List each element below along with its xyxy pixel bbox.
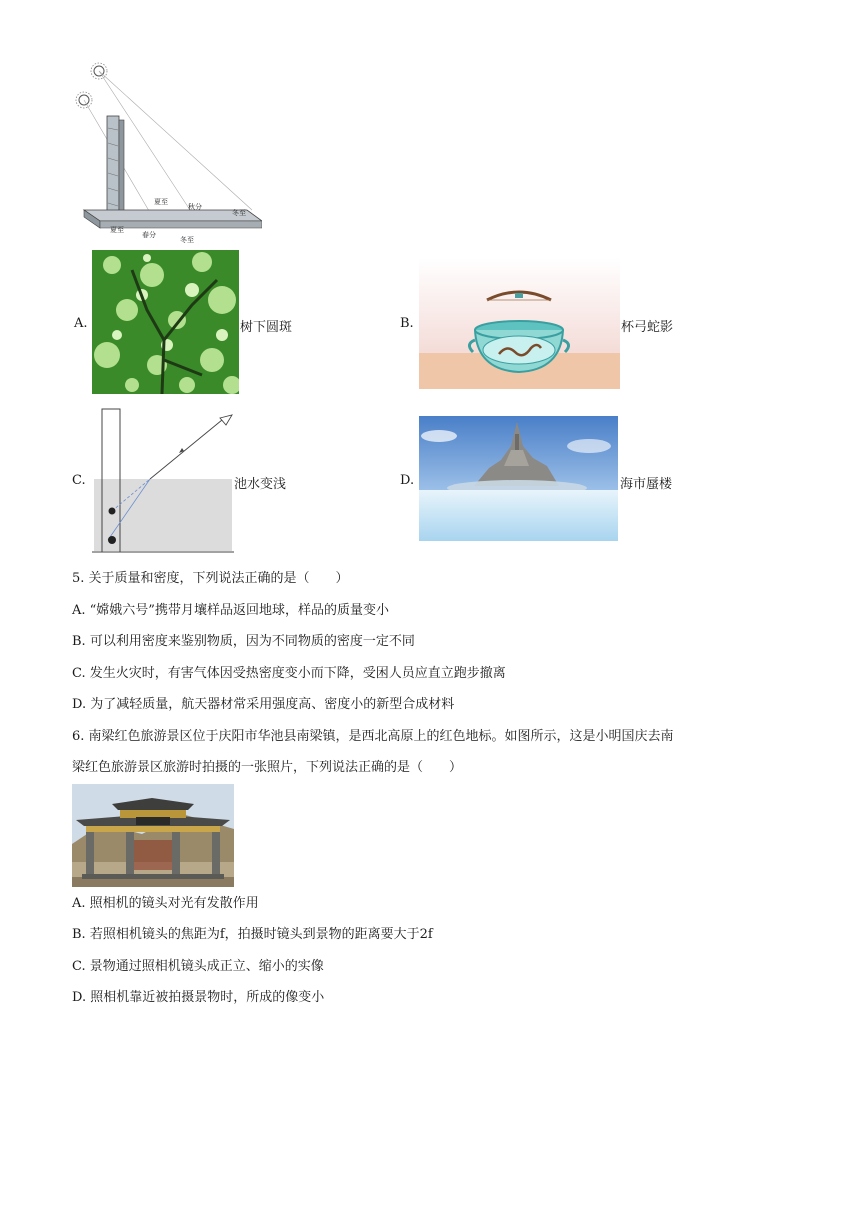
q5-option-b[interactable]: B. 可以利用密度来鉴别物质，因为不同物质的密度一定不同 [72,634,415,649]
pool-refraction-image [92,407,234,555]
option-a-letter[interactable]: A. [74,316,88,331]
option-b-letter[interactable]: B. [400,316,414,331]
label-autumn: 秋分 [188,203,202,211]
label-spring: 春分 [142,231,156,239]
option-a-caption: 树下圆斑 [240,320,293,335]
option-d-letter[interactable]: D. [400,473,415,488]
option-b-caption: 杯弓蛇影 [621,320,674,335]
q5-option-a[interactable]: A. “嫦娥六号”携带月壤样品返回地球，样品的质量变小 [72,603,389,618]
label-summer-left: 夏至 [110,226,124,234]
option-d-caption: 海市蜃楼 [620,477,673,492]
mirage-image [419,416,618,541]
label-winter-right: 冬至 [232,209,246,217]
q5-option-d[interactable]: D. 为了减轻质量，航天器材常采用强度高、密度小的新型合成材料 [72,697,455,712]
bow-cup-image [419,258,620,389]
q6-option-c[interactable]: C. 景物通过照相机镜头成正立、缩小的实像 [72,959,324,974]
label-winter-bottom: 冬至 [180,236,194,244]
option-c-caption: 池水变浅 [234,477,287,492]
foliage-image [92,250,239,394]
label-summer-right: 夏至 [154,198,168,206]
q6-stem-line2: 梁红色旅游景区旅游时拍摄的一张照片，下列说法正确的是（ ） [72,760,463,775]
q6-stem-line1: 6. 南梁红色旅游景区位于庆阳市华池县南梁镇，是西北高原上的红色地标。如图所示，这是小明国庆去南 [72,729,674,744]
q6-option-d[interactable]: D. 照相机靠近被拍摄景物时，所成的像变小 [72,990,325,1005]
q6-option-a[interactable]: A. 照相机的镜头对光有发散作用 [72,896,259,911]
q6-option-b[interactable]: B. 若照相机镜头的焦距为f，拍摄时镜头到景物的距离要大于2f [72,927,433,942]
sundial-figure [72,58,262,248]
q5-stem: 5. 关于质量和密度，下列说法正确的是（ ） [72,571,349,586]
eye-icon [220,415,232,425]
q5-option-c[interactable]: C. 发生火灾时，有害气体因受热密度变小而下降，受困人员应直立跑步撤离 [72,666,506,681]
memorial-gate-photo [72,784,234,887]
option-c-letter[interactable]: C. [72,473,86,488]
